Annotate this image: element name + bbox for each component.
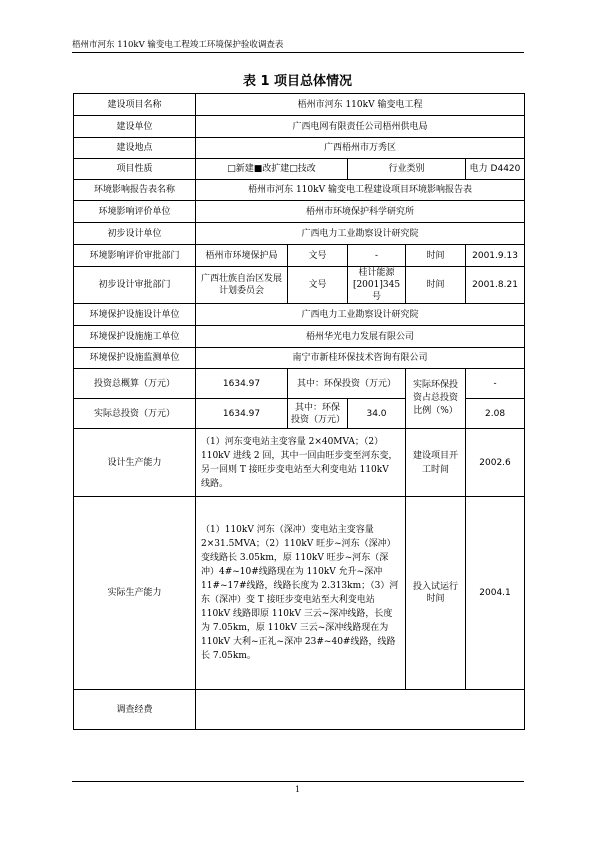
cell-value: 南宁市新桂环保技术咨询有限公司 <box>196 348 525 369</box>
cell-label: 其中：环保投资（万元） <box>288 399 348 429</box>
table-row <box>74 245 525 267</box>
cell-value: 梧州市河东 110kV 输变电工程 <box>196 94 525 116</box>
footer-rule <box>72 781 524 782</box>
cell-label: 环境影响报告表名称 <box>74 180 196 201</box>
cell-label: 行业类别 <box>348 159 466 180</box>
cell-label: 时间 <box>406 245 466 267</box>
cell-label: 投入试运行时间 <box>406 497 466 690</box>
table-title: 表 1 项目总体情况 <box>242 74 353 89</box>
cell-label: 其中：环保投资（万元） <box>288 369 406 399</box>
table-row <box>74 348 525 369</box>
table-row <box>74 94 525 116</box>
cell-label: 环境保护设施施工单位 <box>74 326 196 348</box>
cell-value: □新建■改扩建□技改 <box>196 159 348 180</box>
cell-label: 建设单位 <box>74 116 196 138</box>
cell-value: 2004.1 <box>466 497 525 690</box>
table-row <box>74 690 525 730</box>
cell-value: 梧州华光电力发展有限公司 <box>196 326 525 348</box>
table-row <box>74 326 525 348</box>
cell-label: 环境保护设施监测单位 <box>74 348 196 369</box>
table-row <box>74 304 525 326</box>
table-row <box>74 497 525 690</box>
cell-value: - <box>466 369 525 399</box>
page-number: 1 <box>294 785 301 794</box>
table-row <box>74 201 525 223</box>
cell-label: 环境影响评价审批部门 <box>74 245 196 267</box>
cell-label: 设计生产能力 <box>74 429 196 497</box>
table-row <box>74 159 525 180</box>
cell-value: 2001.9.13 <box>466 245 525 267</box>
cell-value: 2.08 <box>466 399 525 429</box>
header-rule <box>72 52 524 53</box>
cell-value: 1634.97 <box>196 399 288 429</box>
table-row <box>74 369 525 399</box>
project-overview-table <box>73 93 525 730</box>
table-row <box>74 267 525 304</box>
cell-value: 广西电力工业勘察设计研究院 <box>196 304 525 326</box>
cell-label: 建设项目开工时间 <box>406 429 466 497</box>
cell-label: 实际总投资（万元） <box>74 399 196 429</box>
table-row <box>74 223 525 245</box>
cell-label: 初步设计审批部门 <box>74 267 196 304</box>
cell-value: 广西壮族自治区发展计划委员会 <box>196 267 288 304</box>
cell-value <box>196 690 525 730</box>
cell-label: 实际生产能力 <box>74 497 196 690</box>
cell-label: 环境影响评价单位 <box>74 201 196 223</box>
table-row <box>74 429 525 497</box>
cell-value: 电力 D4420 <box>466 159 525 180</box>
cell-value: 2002.6 <box>466 429 525 497</box>
cell-value: 梧州市河东 110kV 输变电工程建设项目环境影响报告表 <box>196 180 525 201</box>
table-row <box>74 138 525 159</box>
cell-value: 梧州市环境保护科学研究所 <box>196 201 525 223</box>
cell-label: 文号 <box>288 267 348 304</box>
cell-value: 梧州市环境保护局 <box>196 245 288 267</box>
cell-value: （1）河东变电站主变容量 2×40MVA；（2）110kV 进线 2 回，其中一回由旺步变至河东变，另一回则 T 接旺步变电站至大利变电站 110kV 线路。 <box>196 429 406 497</box>
cell-value: 2001.8.21 <box>466 267 525 304</box>
table-row <box>74 116 525 138</box>
cell-value: 广西电力工业勘察设计研究院 <box>196 223 525 245</box>
cell-label: 实际环保投资占总投资比例（%） <box>406 369 466 429</box>
cell-label: 建设项目名称 <box>74 94 196 116</box>
cell-label: 项目性质 <box>74 159 196 180</box>
cell-value: 34.0 <box>348 399 406 429</box>
table-row <box>74 180 525 201</box>
cell-label: 时间 <box>406 267 466 304</box>
cell-label: 初步设计单位 <box>74 223 196 245</box>
cell-value: 桂计能源[2001]345 号 <box>348 267 406 304</box>
cell-label: 调查经费 <box>74 690 196 730</box>
cell-label: 建设地点 <box>74 138 196 159</box>
cell-value: 广西电网有限责任公司梧州供电局 <box>196 116 525 138</box>
cell-value: - <box>348 245 406 267</box>
cell-label: 文号 <box>288 245 348 267</box>
cell-label: 投资总概算（万元） <box>74 369 196 399</box>
running-header: 梧州市河东 110kV 输变电工程竣工环境保护验收调查表 <box>72 40 284 50</box>
cell-value: 1634.97 <box>196 369 288 399</box>
cell-value: 广西梧州市万秀区 <box>196 138 525 159</box>
cell-value: （1）110kV 河东（深冲）变电站主变容量 2×31.5MVA；（2）110kV 旺步~河东（深冲）变线路长 3.05km，原 110kV 旺步~河东（深冲）4#~10#线路现在为 110kV 允升~深冲 11#~17#线路，线路长度为 2.313km；（3）河东（深冲）变 T 接旺步变电站至大利变电站 110kV 线路即原 110kV 三云~深冲线路，长度为 7.05km，原 110kV 三云~深冲线路现在为 110kV 大利~正礼~深冲 23#~40#线路，线路长 7.05km。 <box>196 497 406 690</box>
cell-label: 环境保护设施设计单位 <box>74 304 196 326</box>
